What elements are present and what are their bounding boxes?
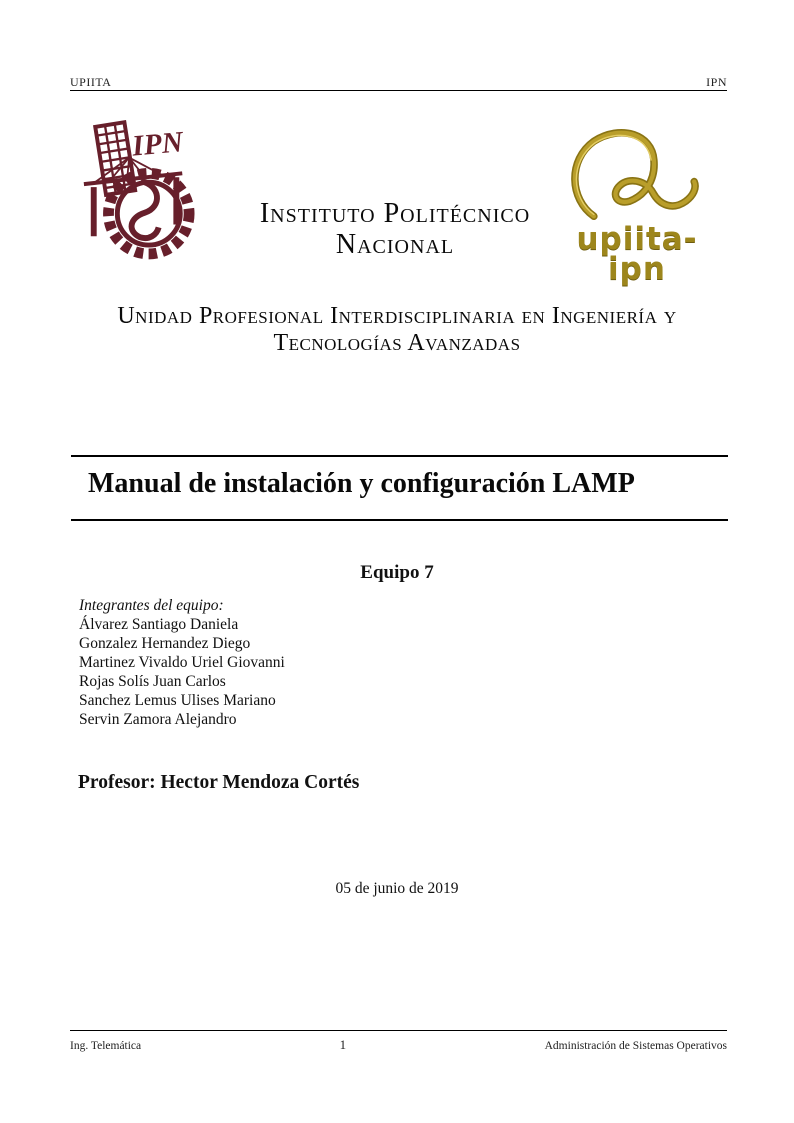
institution-line1: Instituto Politécnico — [259, 198, 531, 229]
member-item: Martinez Vivaldo Uriel Giovanni — [79, 654, 285, 671]
upiita-logo — [556, 126, 718, 287]
page-number: 1 — [339, 1037, 347, 1052]
title-rule-bottom — [71, 519, 728, 521]
member-item: Servin Zamora Alejandro — [79, 711, 237, 728]
date-line: 05 de junio de 2019 — [335, 880, 459, 897]
unit-heading-line2: Tecnologías Avanzadas — [273, 330, 521, 356]
institution-line2: Nacional — [335, 229, 455, 260]
upiita-swirl-icon — [562, 126, 712, 224]
members-label: Integrantes del equipo: — [79, 597, 224, 614]
member-item: Sanchez Lemus Ulises Mariano — [79, 692, 276, 709]
header-rule — [70, 90, 727, 91]
team-members-list — [79, 596, 285, 729]
member-item: Gonzalez Hernandez Diego — [79, 635, 251, 652]
page-footer — [70, 1037, 727, 1053]
footer-right-text: Administración de Sistemas Operativos — [544, 1040, 727, 1052]
professor-line: Profesor: Hector Mendoza Cortés — [78, 772, 360, 793]
upiita-wordmark: upiita-ipn — [576, 221, 698, 287]
header-left-text: UPIITA — [70, 75, 112, 89]
header-right-text: IPN — [706, 75, 727, 89]
member-item: Rojas Solís Juan Carlos — [79, 673, 226, 690]
ipn-letters: IPN — [130, 126, 185, 163]
title-rule-top — [71, 455, 728, 457]
page-title: Manual de instalación y configuración LAMP — [88, 468, 635, 499]
running-header — [70, 75, 727, 90]
unit-heading — [40, 303, 754, 357]
team-heading: Equipo 7 — [360, 562, 434, 583]
institution-name — [205, 198, 585, 260]
member-item: Álvarez Santiago Daniela — [79, 616, 239, 633]
unit-heading-line1: Unidad Profesional Interdisciplinaria en Ingeniería y — [117, 303, 677, 329]
footer-left-text: Ing. Telemática — [70, 1040, 142, 1052]
footer-rule — [70, 1030, 727, 1031]
ipn-emblem-icon — [78, 118, 196, 266]
